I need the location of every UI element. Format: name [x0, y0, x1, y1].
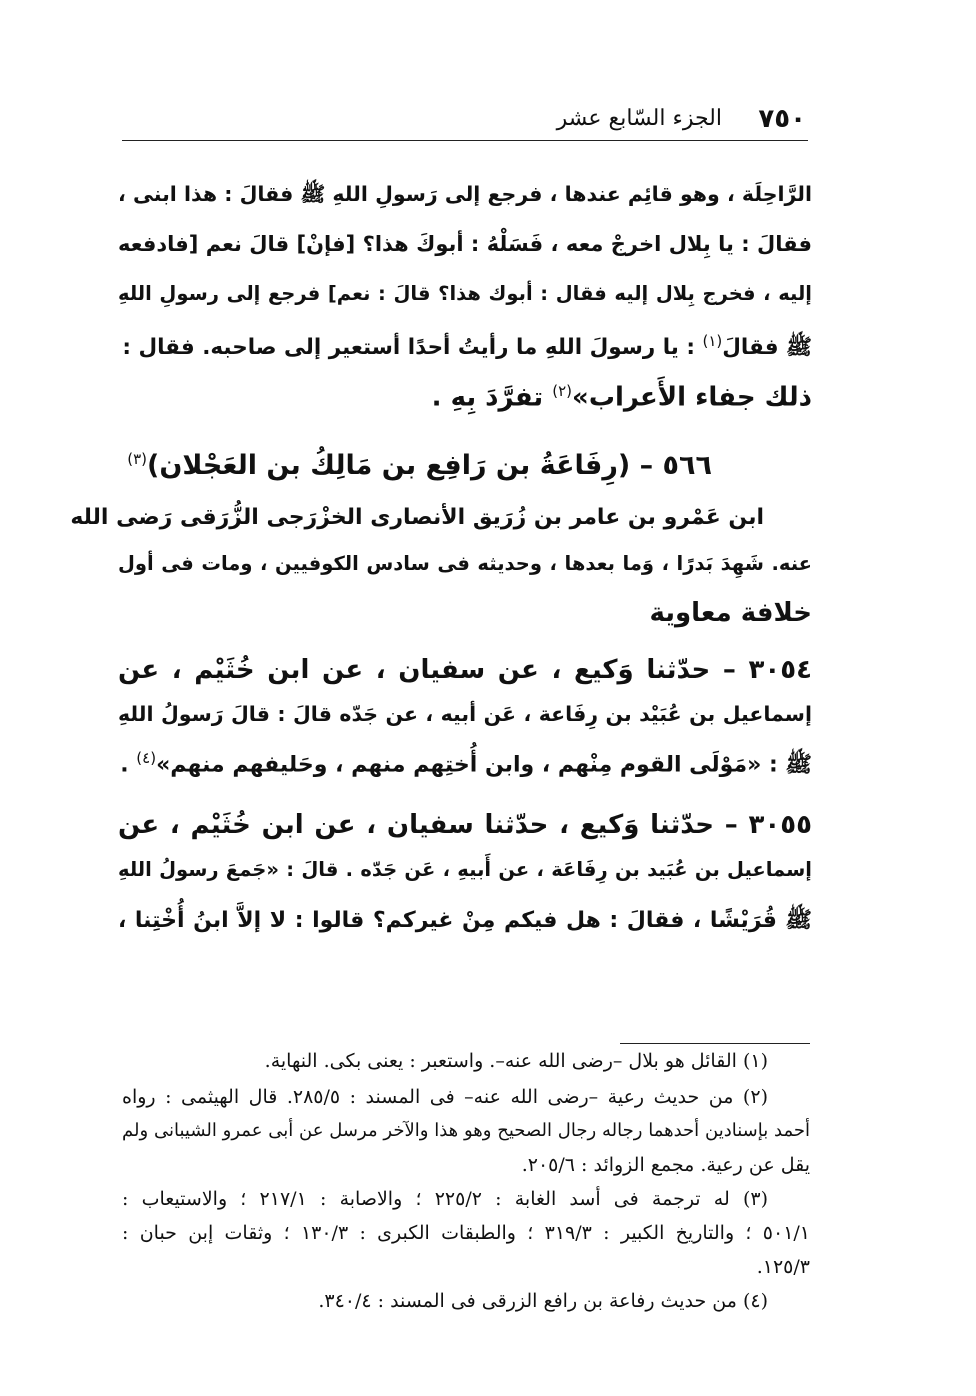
footnote: (٣) له ترجمة فى أسد الغابة : ٢٢٥/٢ ؛ والاصابة : ٢١٧/١ ؛ والاستيعاب : [122, 1188, 769, 1210]
footnote: (١) القائل هو بلال –رضى الله عنه–. واستعبر : يعنى بكى. النهاية. [264, 1050, 768, 1072]
footnote-rule [620, 1043, 810, 1044]
hadith-line: إسماعيل بن عُبَيد بن رِفَاعَة ، عن أَبيهِ ، عَن جَدّه . قالَ : «جَمعَ رسولُ اللهِ [118, 858, 812, 881]
text-line: خلافة معاوية [649, 598, 812, 628]
text-line: إليه ، فخرج بِلال إليه فقال : أبوك هذا؟ قالَ : نعم] فرجع إلى رسولِ اللهِ [118, 282, 812, 305]
hadith-line: ٣٠٥٥ – حدّثنا وَكيع ، حدّثنا سفيان ، عن ابن خُثَيْم ، عن [118, 810, 812, 840]
header-rule [122, 140, 808, 141]
text-line: ابن عَمْرو بن عامر بن زُرَيق الأنصارى الخزْرَجى الزُّرَقى رَضى الله [70, 505, 764, 530]
page-number: ٧٥٠ [758, 104, 806, 134]
volume-title: الجزء السّابع عشر [556, 106, 722, 131]
footnote: (٢) من حديث رعية –رضى الله عنه– فى المسند : ٢٨٥/٥. قال الهيثمى : رواه [122, 1086, 768, 1108]
hadith-line: ﷺ : «مَوْلَى القوم مِنْهم ، وابن أُختِهم منهم ، وحَليفهم منهم»$^{(٤)}$ . [120, 749, 812, 778]
footnote: ٥٠١/١ ؛ والتاريخ الكبير : ٣١٩/٣ ؛ والطبقات الكبرى : ١٣٠/٣ ؛ وثقات إبن حبان : [122, 1222, 811, 1244]
hadith-line: ﷺ قُرَيْشًا ، فقالَ : هل فيكم مِنْ غيركم؟ قالوا : لا إلاَّ ابنُ أُخْتِنا ، [118, 908, 812, 933]
page-header [122, 100, 808, 140]
text-line: فقالَ : يا بِلال اخرجْ معه ، فَسَلْهُ : أبوكَ هذا؟ [فإنْ] قالَ نعم [فادفعه [118, 232, 812, 256]
text-line: ﷺ فقالَ$^{(١)}$ : يا رسولَ اللهِ ما رأيتُ أحدًا أستعير إلى صاحبه. فقال : [122, 332, 812, 361]
text-line: الرَّاحِلَة ، وهو قائِم عندها ، فرجع إلى رَسولِ اللهِ ﷺ فقالَ : هذا ابنى ، [118, 182, 812, 206]
hadith-line: إسماعيل بن عُبَيْد بن رِفَاعة ، عَن أبيه ، عن جَدّه قالَ : قالَ رَسولُ اللهِ [118, 702, 812, 726]
footnote: يقل عن رعية. مجمع الزوائد : ٢٠٥/٦. [521, 1154, 810, 1176]
footnote-ref: (٣) [127, 450, 147, 468]
footnote: ١٢٥/٣. [756, 1256, 810, 1278]
entry-heading: ٥٦٦ – (رِفَاعَةُ بن رَافِع بن مَالِكُ بن العَجْلان)$^{(٣)}$ [127, 450, 712, 481]
text-line: ذلك جفاء الأَعراب»$^{(٢)}$ تفرَّدَ بِهِ . [431, 382, 812, 413]
footnote-ref: (٢) [552, 382, 573, 400]
text-line: عنه. شَهِدَ بَدرًا ، وَما بعدها ، وحديثه فى سادس الكوفيين ، ومات فى أول [118, 552, 812, 575]
footnote: أحمد بإسنادين أحدهما رجاله رجال الصحيح وهو هذا والآخر مرسل عن أبى عمرو الشيبانى ولم [122, 1120, 810, 1141]
footnote: (٤) من حديث رفاعة بن رافع الزرقى فى المسند : ٣٤٠/٤. [318, 1290, 768, 1312]
hadith-line: ٣٠٥٤ – حدّثنا وَكيع ، عن سفيان ، عن ابن خُثَيْم ، عن [118, 655, 812, 685]
footnote-ref: (٤) [136, 749, 157, 767]
footnote-ref: (١) [702, 332, 723, 350]
